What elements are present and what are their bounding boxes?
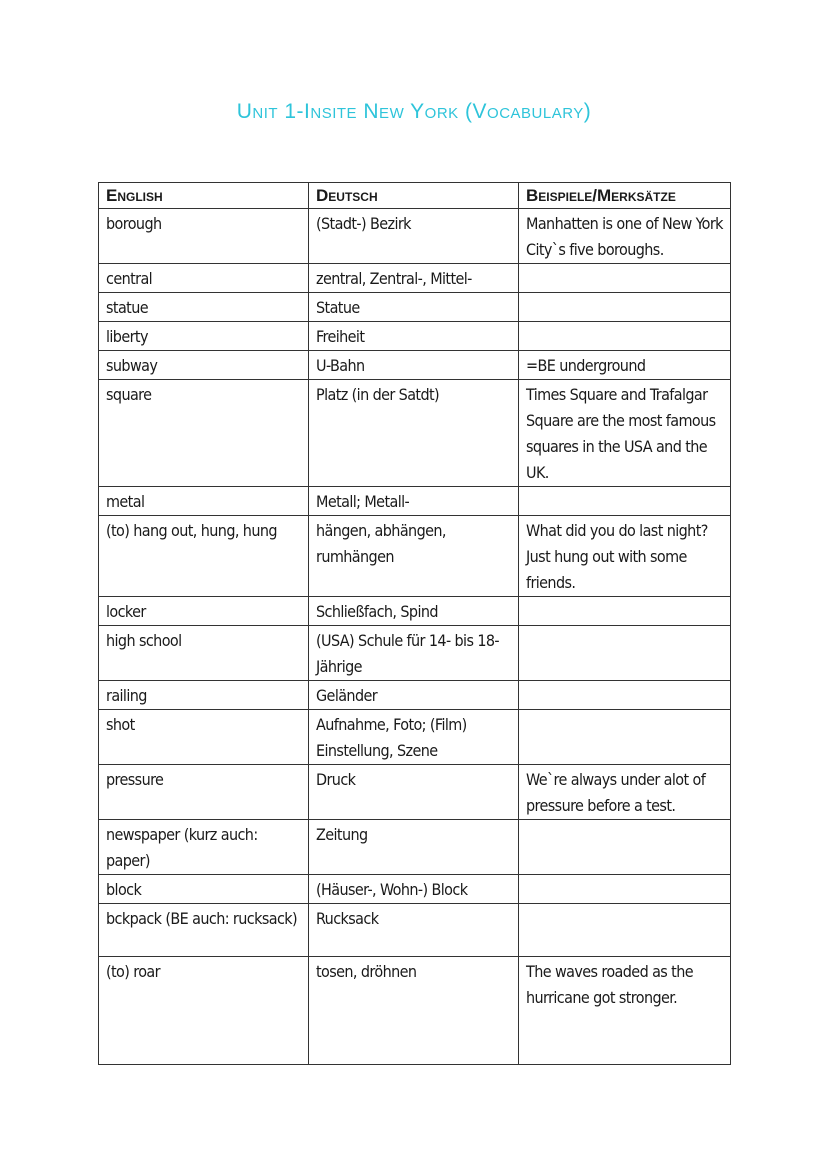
deutsch-cell: Druck: [309, 765, 519, 820]
english-cell: liberty: [99, 322, 309, 351]
deutsch-cell: Schließfach, Spind: [309, 597, 519, 626]
example-cell: [519, 487, 731, 516]
header-deutsch: Deutsch: [309, 183, 519, 209]
english-cell: central: [99, 264, 309, 293]
deutsch-cell: Zeitung: [309, 820, 519, 875]
table-row: [99, 710, 731, 765]
deutsch-cell: zentral, Zentral-, Mittel-: [309, 264, 519, 293]
table-row: [99, 487, 731, 516]
table-row: [99, 264, 731, 293]
english-cell: square: [99, 380, 309, 487]
deutsch-cell: Rucksack: [309, 904, 519, 957]
example-cell: We`re always under alot of pressure before a test.: [519, 765, 731, 820]
english-cell: locker: [99, 597, 309, 626]
example-cell: [519, 710, 731, 765]
deutsch-cell: hängen, abhängen, rumhängen: [309, 516, 519, 597]
example-cell: [519, 875, 731, 904]
table-row: [99, 293, 731, 322]
table-row: [99, 380, 731, 487]
english-cell: borough: [99, 209, 309, 264]
table-row: [99, 681, 731, 710]
example-cell: [519, 820, 731, 875]
example-cell: [519, 626, 731, 681]
example-cell: [519, 264, 731, 293]
english-cell: subway: [99, 351, 309, 380]
deutsch-cell: (Stadt-) Bezirk: [309, 209, 519, 264]
table-row: [99, 904, 731, 957]
english-cell: (to) hang out, hung, hung: [99, 516, 309, 597]
table-row: [99, 765, 731, 820]
example-cell: What did you do last night? Just hung out with some friends.: [519, 516, 731, 597]
vocabulary-table: [98, 182, 731, 1065]
header-examples: Beispiele/Merksätze: [519, 183, 731, 209]
deutsch-cell: U-Bahn: [309, 351, 519, 380]
example-cell: The waves roaded as the hurricane got stronger.: [519, 957, 731, 1065]
deutsch-cell: Metall; Metall-: [309, 487, 519, 516]
deutsch-cell: Geländer: [309, 681, 519, 710]
table-row: [99, 516, 731, 597]
deutsch-cell: (Häuser-, Wohn-) Block: [309, 875, 519, 904]
header-row: [99, 183, 731, 209]
example-cell: Times Square and Trafalgar Square are the most famous squares in the USA and the UK.: [519, 380, 731, 487]
english-cell: high school: [99, 626, 309, 681]
example-cell: [519, 597, 731, 626]
table-row: [99, 322, 731, 351]
english-cell: shot: [99, 710, 309, 765]
deutsch-cell: Statue: [309, 293, 519, 322]
deutsch-cell: tosen, dröhnen: [309, 957, 519, 1065]
deutsch-cell: (USA) Schule für 14- bis 18-Jährige: [309, 626, 519, 681]
table-row: [99, 351, 731, 380]
english-cell: railing: [99, 681, 309, 710]
deutsch-cell: Platz (in der Satdt): [309, 380, 519, 487]
table-row: [99, 209, 731, 264]
english-cell: statue: [99, 293, 309, 322]
deutsch-cell: Aufnahme, Foto; (Film) Einstellung, Szene: [309, 710, 519, 765]
example-cell: =BE underground: [519, 351, 731, 380]
page-title: Unit 1-Insite New York (Vocabulary): [236, 100, 592, 123]
table-row: [99, 875, 731, 904]
english-cell: newspaper (kurz auch: paper): [99, 820, 309, 875]
header-english: English: [99, 183, 309, 209]
example-cell: [519, 322, 731, 351]
example-cell: [519, 293, 731, 322]
english-cell: metal: [99, 487, 309, 516]
table-row: [99, 957, 731, 1065]
table-row: [99, 820, 731, 875]
english-cell: block: [99, 875, 309, 904]
english-cell: (to) roar: [99, 957, 309, 1065]
example-cell: [519, 904, 731, 957]
example-cell: [519, 681, 731, 710]
english-cell: bckpack (BE auch: rucksack): [99, 904, 309, 957]
deutsch-cell: Freiheit: [309, 322, 519, 351]
table-row: [99, 597, 731, 626]
table-row: [99, 626, 731, 681]
english-cell: pressure: [99, 765, 309, 820]
example-cell: Manhatten is one of New York City`s five boroughs.: [519, 209, 731, 264]
